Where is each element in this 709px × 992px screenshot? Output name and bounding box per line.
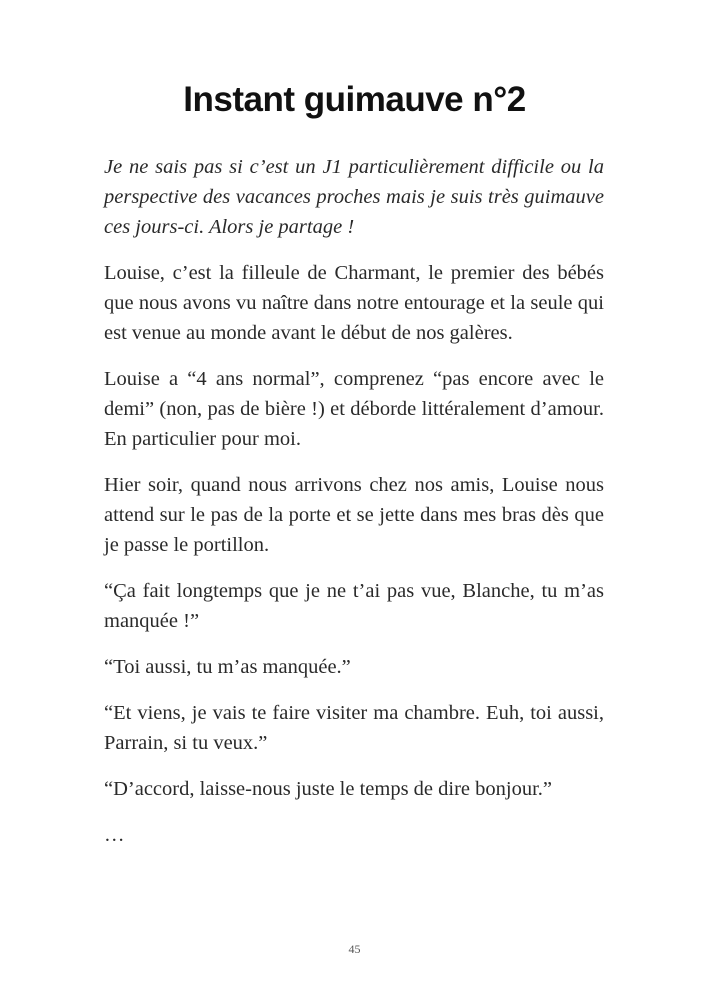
dialogue-line: “Et viens, je vais te faire visiter ma chambre. Euh, toi aussi, Parrain, si tu veux.”	[104, 702, 604, 754]
page-number: 45	[348, 942, 361, 956]
page-title: Instant guimauve n°2	[183, 80, 526, 119]
intro-paragraph: Je ne sais pas si c’est un J1 particulièrement difficile ou la perspective des vacances proches mais je suis très guimauve ces jours-ci. Alors je partage !	[104, 156, 604, 238]
dialogue-line: “Toi aussi, tu m’as manquée.”	[104, 656, 351, 678]
dialogue-line: “Ça fait longtemps que je ne t’ai pas vue, Blanche, tu m’as manquée !”	[104, 580, 604, 632]
paragraph: Hier soir, quand nous arrivons chez nos amis, Louise nous attend sur le pas de la porte et se jette dans mes bras dès que je passe le portillon.	[104, 474, 604, 556]
paragraph: Louise a “4 ans normal”, comprenez “pas encore avec le demi” (non, pas de bière !) et déborde littéralement d’amour. En particulier pour moi.	[104, 368, 604, 450]
paragraph: Louise, c’est la filleule de Charmant, le premier des bébés que nous avons vu naître dans notre entourage et la seule qui est venue au monde avant le début de nos galères.	[104, 262, 604, 344]
body-text	[104, 152, 604, 866]
dialogue-line: “D’accord, laisse-nous juste le temps de dire bonjour.”	[104, 778, 553, 800]
ellipsis: …	[104, 824, 125, 846]
